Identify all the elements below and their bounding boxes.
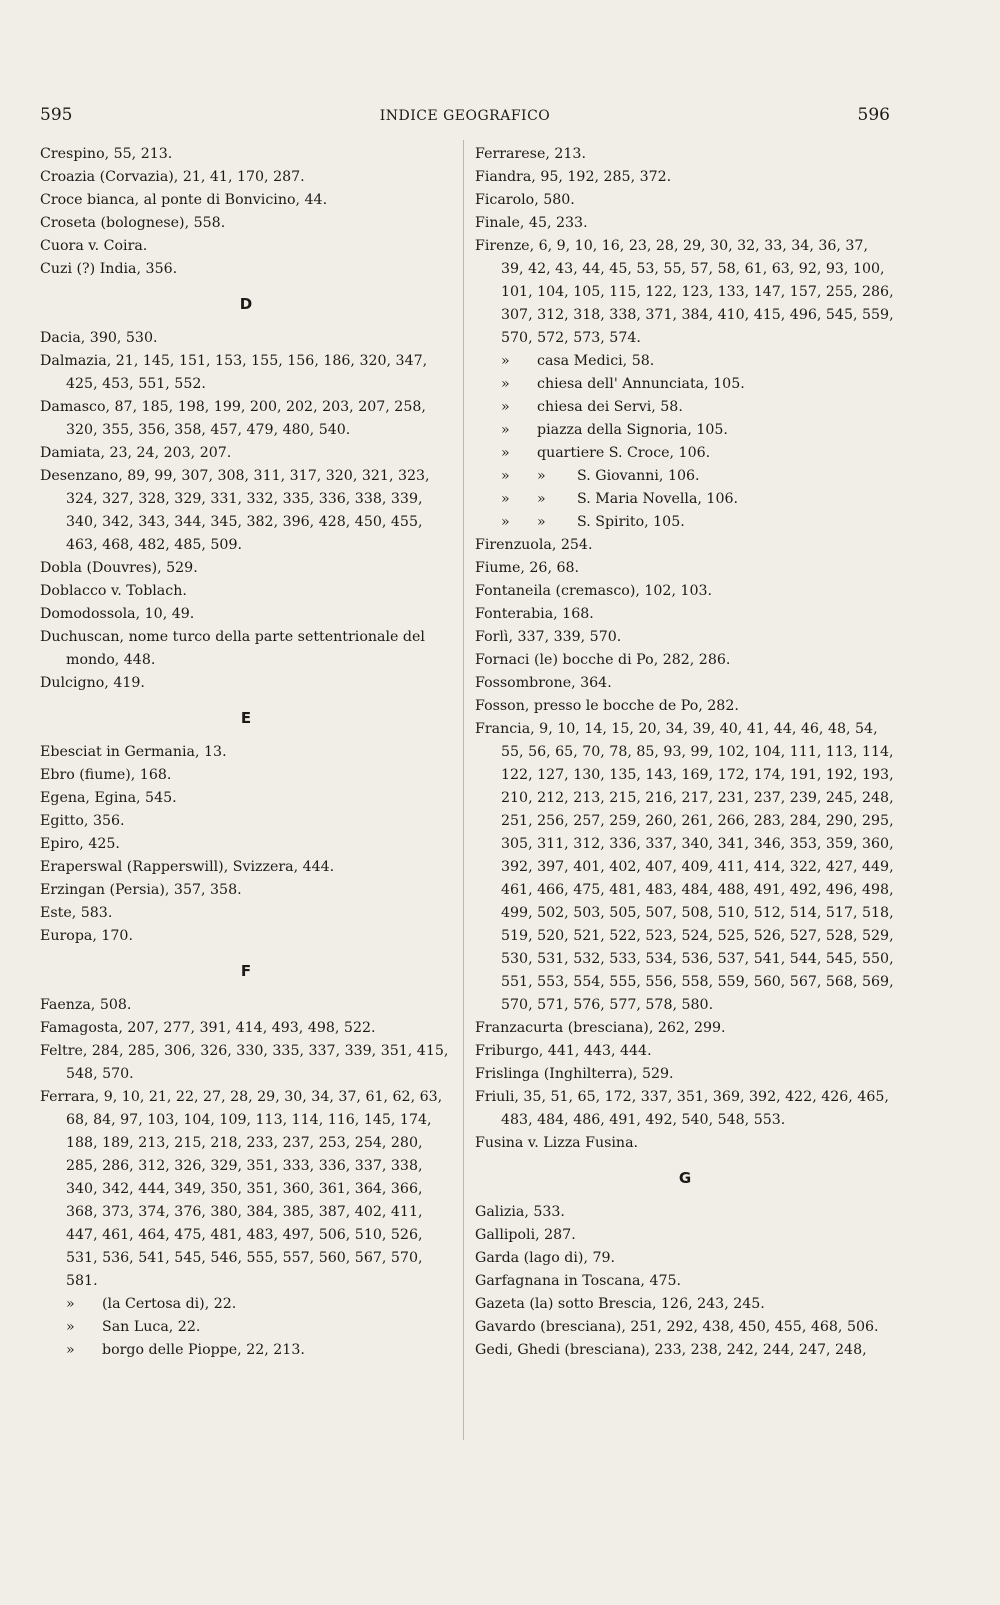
index-entry: Cuora v. Coira. (40, 238, 148, 254)
section-letter: F (240, 962, 252, 980)
page-header (40, 105, 890, 131)
ditto-mark: » (501, 399, 510, 415)
ditto-mark: » (501, 514, 510, 530)
ditto-mark: » (501, 468, 510, 484)
index-subentry (475, 511, 895, 534)
index-entry: Fonterabia, 168. (475, 606, 594, 622)
ditto-mark: » (537, 491, 546, 507)
index-entry: Garfagnana in Toscana, 475. (475, 1273, 682, 1289)
index-entry: Fosson, presso le bocche de Po, 282. (475, 698, 739, 714)
subentry-text: quartiere S. Croce, 106. (537, 445, 711, 461)
index-entry: Friuli, 35, 51, 65, 172, 337, 351, 369, 392, 422, 426, 465, 483, 484, 486, 491, 492, 540, 548, 553. (475, 1089, 889, 1128)
index-subentry (475, 350, 895, 373)
index-entry: Dalmazia, 21, 145, 151, 153, 155, 156, 186, 320, 347, 425, 453, 551, 552. (40, 353, 428, 392)
index-entry: Gallipoli, 287. (475, 1227, 576, 1243)
index-entry: Gazeta (la) sotto Brescia, 126, 243, 245. (475, 1296, 765, 1312)
ditto-mark: » (66, 1296, 75, 1312)
index-subentry (475, 373, 895, 396)
ditto-mark: » (501, 422, 510, 438)
index-entry: Doblacco v. Toblach. (40, 583, 187, 599)
left-page-number: 595 (40, 105, 73, 125)
index-entry: Feltre, 284, 285, 306, 326, 330, 335, 337, 339, 351, 415, 548, 570. (40, 1043, 449, 1082)
index-subentry (40, 1339, 452, 1362)
index-entry: Gedi, Ghedi (bresciana), 233, 238, 242, 244, 247, 248, (475, 1342, 867, 1358)
section-letter: E (240, 709, 252, 727)
subentry-text: (la Certosa di), 22. (102, 1296, 237, 1312)
index-entry: Frislinga (Inghilterra), 529. (475, 1066, 674, 1082)
ditto-mark: » (501, 376, 510, 392)
index-entry: Egitto, 356. (40, 813, 125, 829)
index-subentry (475, 396, 895, 419)
index-entry: Fiume, 26, 68. (475, 560, 580, 576)
index-entry: Ficarolo, 580. (475, 192, 575, 208)
ditto-mark: » (537, 514, 546, 530)
index-subentry (475, 419, 895, 442)
index-entry: Firenzuola, 254. (475, 537, 593, 553)
index-entry: Fontaneila (cremasco), 102, 103. (475, 583, 713, 599)
ditto-mark: » (501, 491, 510, 507)
index-entry: Gavardo (bresciana), 251, 292, 438, 450, 455, 468, 506. (475, 1319, 879, 1335)
ditto-mark: » (66, 1319, 75, 1335)
ditto-mark: » (537, 468, 546, 484)
index-entry: Damiata, 23, 24, 203, 207. (40, 445, 232, 461)
subentry-text: S. Spirito, 105. (577, 514, 685, 530)
column-rule (463, 140, 464, 1440)
index-entry: Galizia, 533. (475, 1204, 565, 1220)
index-entry: Croazia (Corvazia), 21, 41, 170, 287. (40, 169, 305, 185)
index-entry: Egena, Egina, 545. (40, 790, 177, 806)
ditto-mark: » (501, 353, 510, 369)
subentry-text: San Luca, 22. (102, 1319, 201, 1335)
index-entry: Fusina v. Lizza Fusina. (475, 1135, 639, 1151)
index-entry: Domodossola, 10, 49. (40, 606, 195, 622)
index-entry: Desenzano, 89, 99, 307, 308, 311, 317, 320, 321, 323, 324, 327, 328, 329, 331, 332, 335, 336, 338, 339, 340, 342, 343, 344, 345, 382, 396, 428, 450, 455, 463, 468, 482, 485, 509. (40, 468, 430, 553)
section-letter: D (239, 295, 253, 313)
index-entry: Ebro (fiume), 168. (40, 767, 172, 783)
index-subentry (475, 442, 895, 465)
index-entry: Famagosta, 207, 277, 391, 414, 493, 498, 522. (40, 1020, 376, 1036)
right-column (475, 143, 895, 1362)
subentry-text: chiesa dell' Annunciata, 105. (537, 376, 745, 392)
index-entry: Fornaci (le) bocche di Po, 282, 286. (475, 652, 731, 668)
index-entry: Dulcigno, 419. (40, 675, 145, 691)
index-entry: Crespino, 55, 213. (40, 146, 173, 162)
ditto-mark: » (66, 1342, 75, 1358)
index-entry: Friburgo, 441, 443, 444. (475, 1043, 652, 1059)
running-title: INDICE GEOGRAFICO (379, 108, 551, 124)
index-entry: Francia, 9, 10, 14, 15, 20, 34, 39, 40, 41, 44, 46, 48, 54, 55, 56, 65, 70, 78, 85, 93, 99, 102, 104, 111, 113, 114, 122, 127, 130, 135, 143, 169, 172, 174, 191, 192, 193, 210, 212, 213, 215, 216, 217, 231, 237, 239, 245, 248, 251, 256, 257, 259, 260, 261, 266, 283, 284, 290, 295, 305, 311, 312, 336, 337, 340, 341, 346, 353, 359, 360, 392, 397, 401, 402, 407, 409, 411, 414, 322, 427, 449, 461, 466, 475, 481, 483, 484, 488, 491, 492, 496, 498, 499, 502, 503, 505, 507, 508, 510, 512, 514, 517, 518, 519, 520, 521, 522, 523, 524, 525, 526, 527, 528, 529, 530, 531, 532, 533, 534, 536, 537, 541, 544, 545, 550, 551, 553, 554, 555, 556, 558, 559, 560, 567, 568, 569, 570, 571, 576, 577, 578, 580. (475, 721, 894, 1013)
index-entry: Dobla (Douvres), 529. (40, 560, 198, 576)
index-entry: Epiro, 425. (40, 836, 120, 852)
index-entry: Forlì, 337, 339, 570. (475, 629, 622, 645)
index-entry: Croseta (bolognese), 558. (40, 215, 226, 231)
index-entry: Faenza, 508. (40, 997, 132, 1013)
index-entry: Ferrarese, 213. (475, 146, 586, 162)
index-subentry (475, 465, 895, 488)
ditto-mark: » (501, 445, 510, 461)
index-entry: Damasco, 87, 185, 198, 199, 200, 202, 203, 207, 258, 320, 355, 356, 358, 457, 479, 480, 540. (40, 399, 426, 438)
index-entry: Ferrara, 9, 10, 21, 22, 27, 28, 29, 30, 34, 37, 61, 62, 63, 68, 84, 97, 103, 104, 109, 113, 114, 116, 145, 174, 188, 189, 213, 215, 218, 233, 237, 253, 254, 280, 285, 286, 312, 326, 329, 351, 333, 336, 337, 338, 340, 342, 444, 349, 350, 351, 360, 361, 364, 366, 368, 373, 374, 376, 380, 384, 385, 387, 402, 411, 447, 461, 464, 475, 481, 483, 497, 506, 510, 526, 531, 536, 541, 545, 546, 555, 557, 560, 567, 570, 581. (40, 1089, 443, 1289)
subentry-text: borgo delle Pioppe, 22, 213. (102, 1342, 305, 1358)
index-subentry (40, 1293, 452, 1316)
index-entry: Cuzi (?) India, 356. (40, 261, 178, 277)
index-subentry (40, 1316, 452, 1339)
subentry-text: chiesa dei Servi, 58. (537, 399, 683, 415)
index-entry: Este, 583. (40, 905, 113, 921)
index-entry: Europa, 170. (40, 928, 133, 944)
left-column (40, 143, 452, 1362)
index-subentry (475, 488, 895, 511)
index-entry: Fossombrone, 364. (475, 675, 612, 691)
index-entry: Fiandra, 95, 192, 285, 372. (475, 169, 672, 185)
subentry-text: piazza della Signoria, 105. (537, 422, 728, 438)
index-entry: Firenze, 6, 9, 10, 16, 23, 28, 29, 30, 32, 33, 34, 36, 37, 39, 42, 43, 44, 45, 53, 55, 57, 58, 61, 63, 92, 93, 100, 101, 104, 105, 115, 122, 123, 133, 147, 157, 255, 286, 307, 312, 318, 338, 371, 384, 410, 415, 496, 545, 559, 570, 572, 573, 574. (475, 238, 894, 346)
index-entry: Finale, 45, 233. (475, 215, 588, 231)
right-page-number: 596 (857, 105, 890, 125)
section-letter: G (678, 1169, 692, 1187)
index-entry: Garda (lago di), 79. (475, 1250, 616, 1266)
index-entry: Croce bianca, al ponte di Bonvicino, 44. (40, 192, 328, 208)
index-entry: Dacia, 390, 530. (40, 330, 158, 346)
subentry-text: S. Maria Novella, 106. (577, 491, 739, 507)
subentry-text: S. Giovanni, 106. (577, 468, 700, 484)
subentry-text: casa Medici, 58. (537, 353, 655, 369)
index-entry: Ebesciat in Germania, 13. (40, 744, 227, 760)
index-entry: Duchuscan, nome turco della parte settentrionale del mondo, 448. (40, 629, 425, 668)
index-entry: Franzacurta (bresciana), 262, 299. (475, 1020, 726, 1036)
index-entry: Eraperswal (Rapperswill), Svizzera, 444. (40, 859, 335, 875)
index-entry: Erzingan (Persia), 357, 358. (40, 882, 242, 898)
